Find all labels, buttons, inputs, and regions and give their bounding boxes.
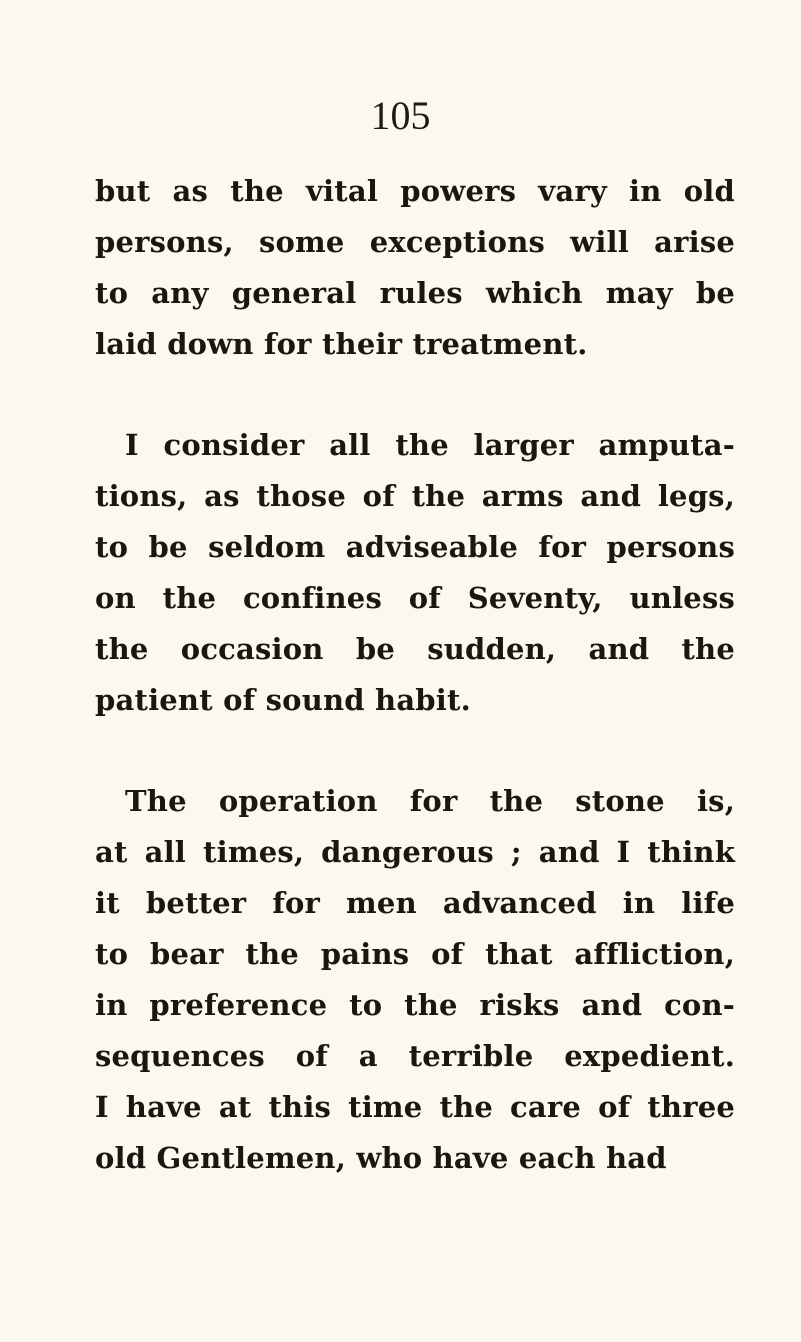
text-line: it better for men advanced in life xyxy=(95,886,735,920)
text-line: laid down for their treatment. xyxy=(95,327,588,361)
text-line: at all times, dangerous ; and I think xyxy=(95,835,735,869)
text-line: to be seldom adviseable for persons xyxy=(95,530,735,564)
paragraph-2 xyxy=(95,420,735,726)
paragraph-3 xyxy=(95,776,735,1184)
text-line: on the confines of Seventy, unless xyxy=(95,581,735,615)
page-number: 105 xyxy=(370,93,431,138)
text-line: to any general rules which may be xyxy=(95,276,735,310)
text-line: The operation for the stone is, xyxy=(125,784,735,818)
body-text xyxy=(95,166,735,1184)
text-line: patient of sound habit. xyxy=(95,683,471,717)
text-line: the occasion be sudden, and the xyxy=(95,632,735,666)
text-line: in preference to the risks and con- xyxy=(95,988,735,1022)
text-line: persons, some exceptions will arise xyxy=(95,225,735,259)
text-line: sequences of a terrible expedient. xyxy=(95,1039,735,1073)
paragraph-1 xyxy=(95,166,735,370)
text-line: I consider all the larger amputa- xyxy=(125,428,735,462)
text-line: I have at this time the care of three xyxy=(95,1090,735,1124)
text-line: to bear the pains of that affliction, xyxy=(95,937,735,971)
text-line: but as the vital powers vary in old xyxy=(95,174,735,208)
text-line: old Gentlemen, who have each had xyxy=(95,1141,667,1175)
text-line: tions, as those of the arms and legs, xyxy=(95,479,735,513)
